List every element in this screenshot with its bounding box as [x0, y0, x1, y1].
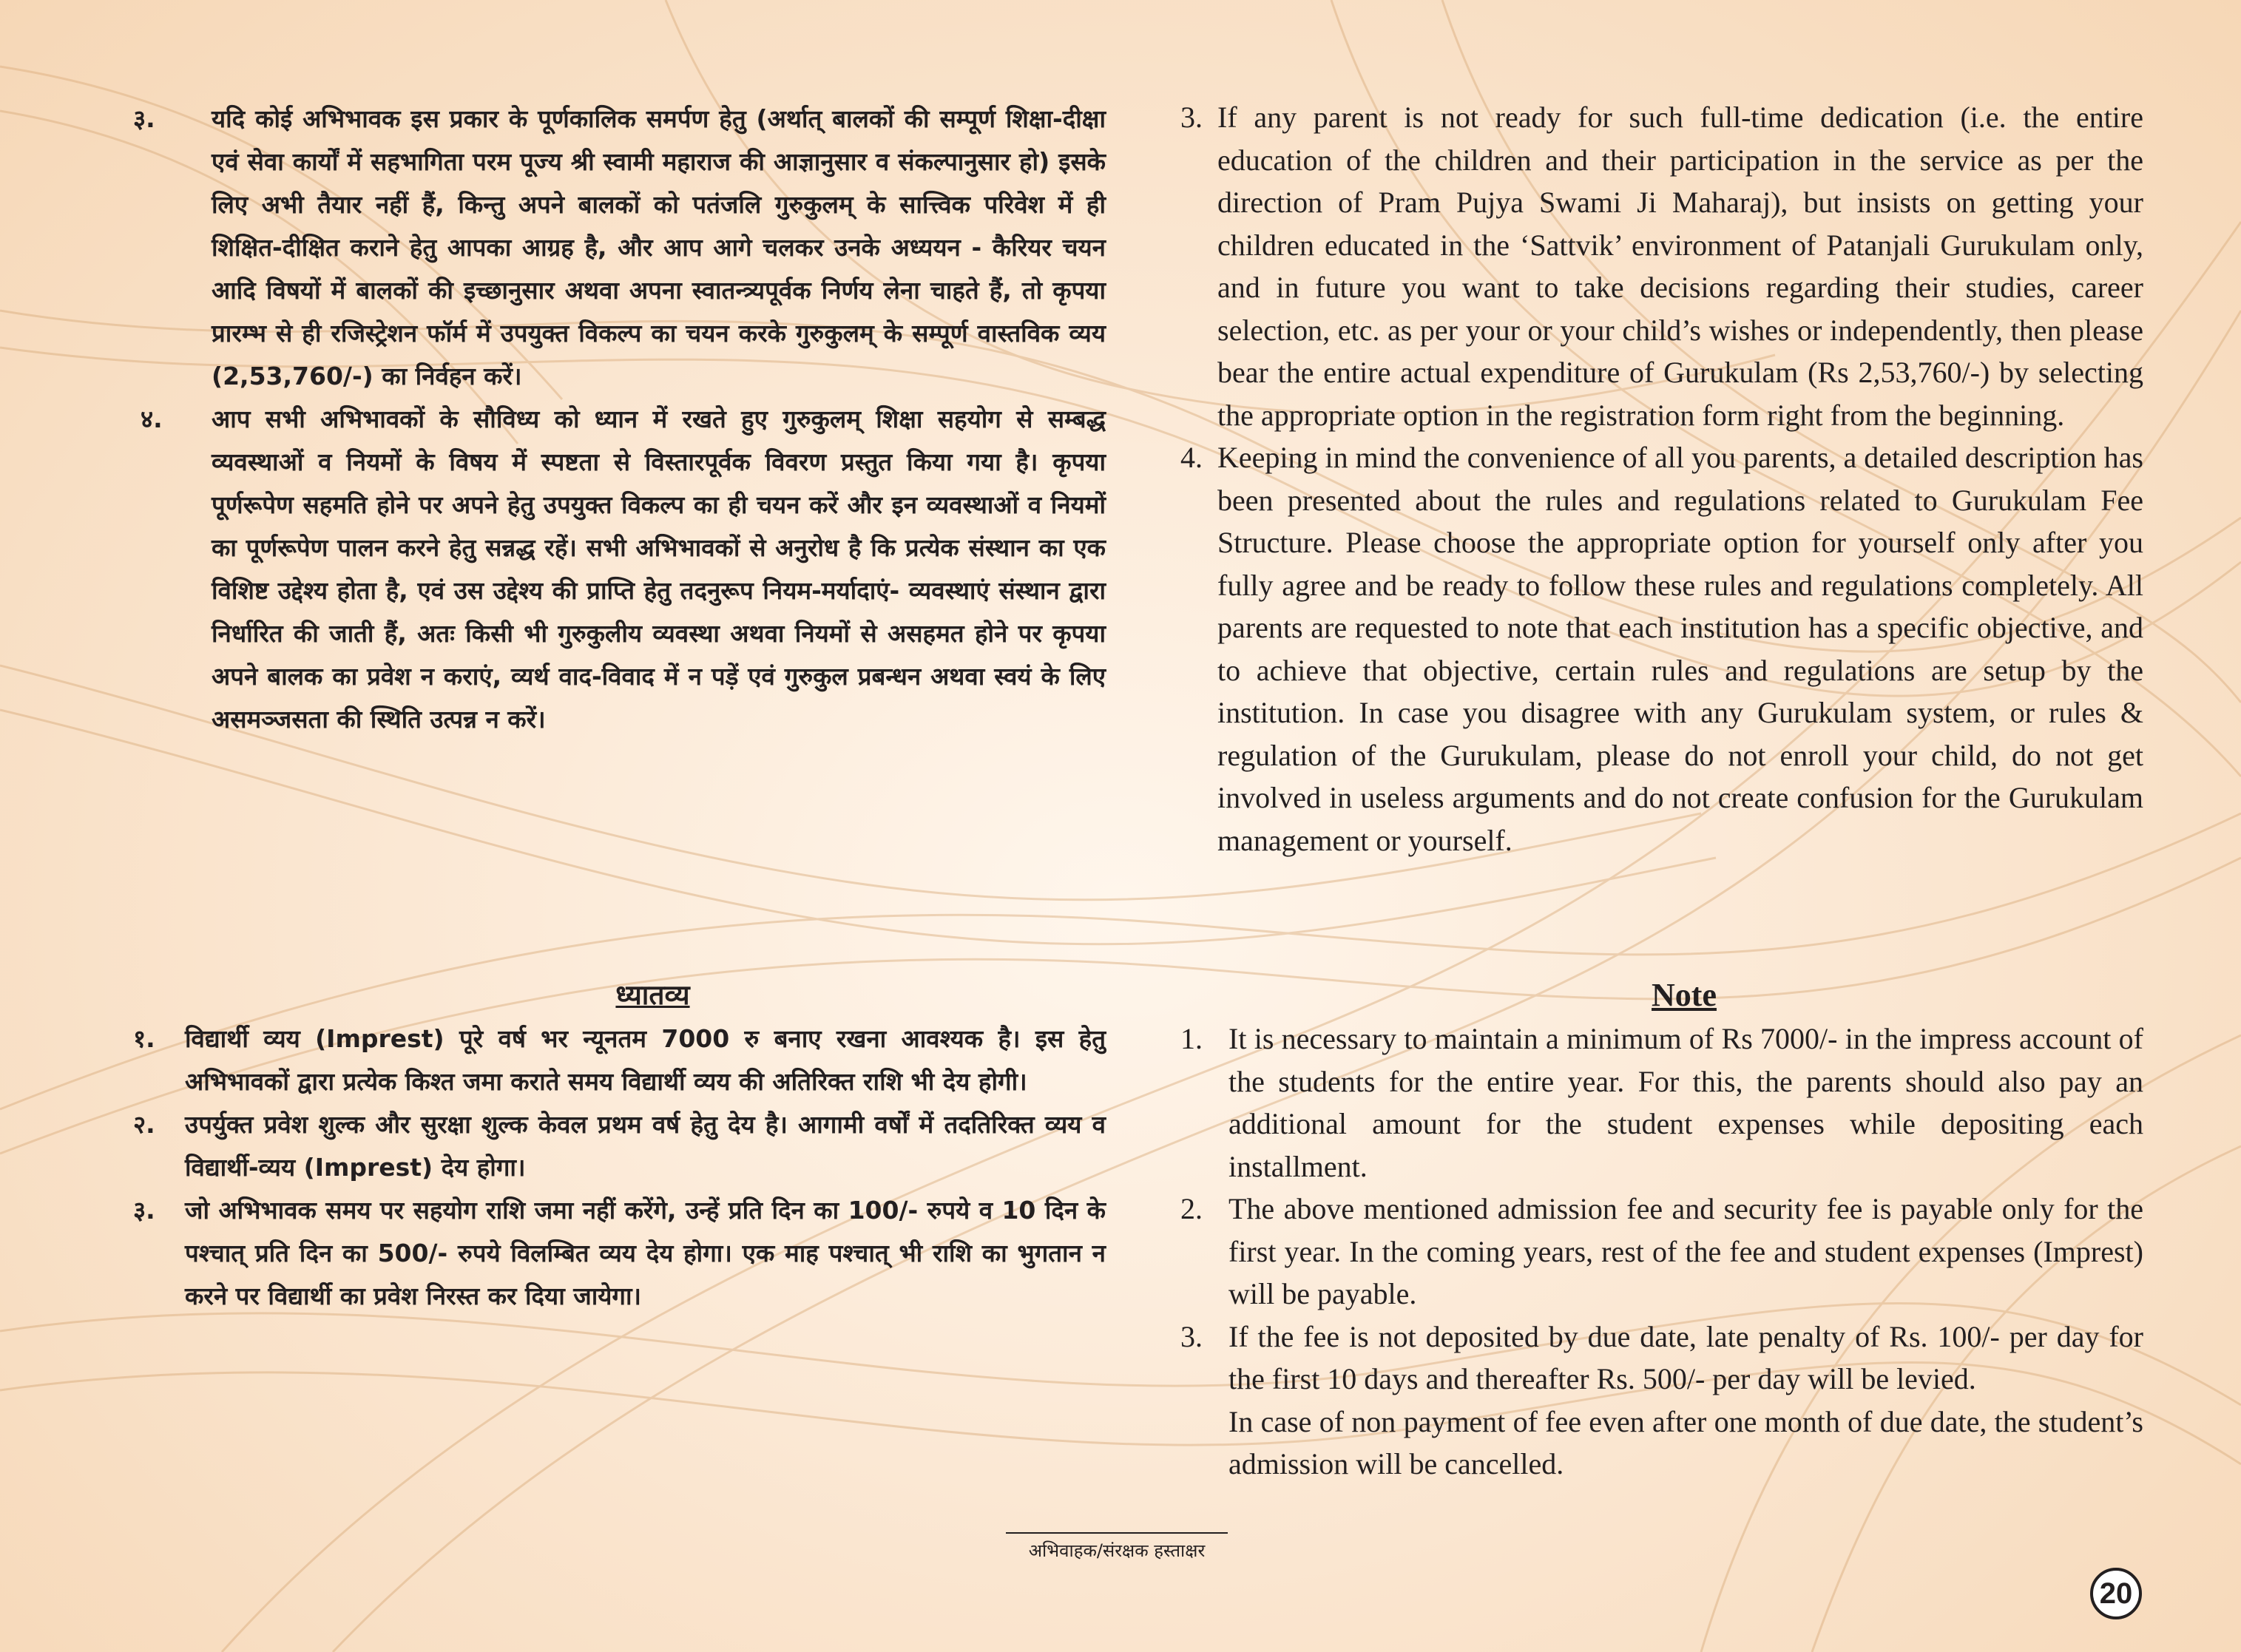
item-number: ४.: [141, 404, 163, 433]
list-item: [1180, 436, 2143, 861]
item-text: The above mentioned admission fee and security fee is payable only for the first year. In the coming years, rest of the fee and student expenses (Imprest) will be payable.: [1228, 1192, 2143, 1310]
list-item: [133, 1103, 1106, 1189]
list-item: [133, 1018, 1106, 1103]
item-text: विद्यार्थी व्यय (Imprest) पूरे वर्ष भर न्यूनतम 7000 रु बनाए रखना आवश्यक है। इस हेतु अभिभावकों द्वारा प्रत्येक किश्त जमा कराते समय विद्यार्थी व्यय की अतिरिक्त राशि भी देय होगी।: [185, 1024, 1106, 1096]
item-extra-text: In case of non payment of fee even after one month of due date, the student’s admission will be cancelled.: [1228, 1404, 2143, 1480]
item-text: It is necessary to maintain a minimum of Rs 7000/- in the impress account of the students for the entire year. For this, the parents should also pay an additional amount for the student expenses while depositing each installment.: [1228, 1022, 2143, 1183]
item-text: यदि कोई अभिभावक इस प्रकार के पूर्णकालिक समर्पण हेतु (अर्थात् बालकों की सम्पूर्ण शिक्षा-दीक्षा एवं सेवा कार्यों में सहभागिता परम पूज्य श्री स्वामी महाराज की आज्ञानुसार व संकल्पानुसार हो) इसके लिए अभी तैयार नहीं हैं, किन्तु अपने बालकों को पतंजलि गुरुकुलम् के सात्त्विक परिवेश में ही शिक्षित-दीक्षित कराने हेतु आपका आग्रह है, और आप आगे चलकर उनके अध्ययन - कैरियर चयन आदि विषयों में बालकों की इच्छानुसार अथवा अपना स्वातन्त्र्यपूर्वक निर्णय लेना चाहते हैं, तो कृपया प्रारम्भ से ही रजिस्ट्रेशन फॉर्म में उपयुक्त विकल्प का चयन करके गुरुकुलम् के सम्पूर्ण वास्तविक व्यय (2,53,760/-) का निर्वहन करें।: [212, 104, 1106, 390]
list-item: [133, 1189, 1106, 1318]
item-number: 3.: [1180, 101, 1203, 134]
note-list: [133, 1018, 1106, 1318]
list-item: [1180, 1316, 2143, 1486]
list-item: [1180, 1018, 2143, 1188]
list-item: [1180, 96, 2143, 436]
item-number: ३.: [133, 1196, 155, 1225]
item-number: 1.: [1180, 1022, 1203, 1055]
list-item: [133, 98, 1106, 398]
list-item: [1180, 1188, 2143, 1316]
list-item: [133, 398, 1106, 741]
item-text: Keeping in mind the convenience of all you parents, a detailed description has been presented about the rules and regulations related to Gurukulam Fee Structure. Please choose the appropriate option for yourself only after you fully agree and be ready to follow these rules and regulations completely. All parents are requested to note that each institution has a specific objective, and to achieve that objective, certain rules and regulations are setup by the institution. In case you disagree with any Gurukulam system, or rules & regulation of the Gurukulam, please do not enroll your child, do not get involved in useless arguments and do not create confusion for the Gurukulam management or yourself.: [1217, 441, 2143, 857]
note-heading: Note: [1652, 977, 1717, 1013]
item-number: २.: [133, 1110, 155, 1139]
item-text: आप सभी अभिभावकों के सौविध्य को ध्यान में रखते हुए गुरुकुलम् शिक्षा सहयोग से सम्बद्ध व्यवस्थाओं व नियमों के विषय में स्पष्टता से विस्तारपूर्वक विवरण प्रस्तुत किया गया है। कृपया पूर्णरूपेण सहमति होने पर अपने हेतु उपयुक्त विकल्प का ही चयन करें और इन व्यवस्थाओं व नियमों का पूर्णरूपेण पालन करने हेतु सन्नद्ध रहें। सभी अभिभावकों से अनुरोध है कि प्रत्येक संस्थान का एक विशिष्ट उद्देश्य होता है, एवं उस उद्देश्य की प्राप्ति हेतु तदनुरूप नियम-मर्यादाएं- व्यवस्थाएं संस्थान द्वारा निर्धारित की जाती हैं, अतः किसी भी गुरुकुलीय व्यवस्था अथवा नियमों से असहमत होने पर कृपया अपने बालक का प्रवेश न कराएं, व्यर्थ वाद-विवाद में न पड़ें एवं गुरुकुल प्रबन्धन अथवा स्वयं के लिए असमञ्जसता की स्थिति उत्पन्न न करें।: [212, 404, 1106, 734]
left-note-section: [133, 973, 1106, 1318]
note-heading: ध्यातव्य: [615, 979, 690, 1011]
item-text: उपर्युक्त प्रवेश शुल्क और सुरक्षा शुल्क केवल प्रथम वर्ष हेतु देय है। आगामी वर्षों में तदतिरिक्त व्यय व विद्यार्थी-व्यय (Imprest) देय होगा।: [185, 1110, 1106, 1182]
item-number: 3.: [1180, 1319, 1203, 1353]
signature-label: अभिवाहक/संरक्षक हस्ताक्षर: [1028, 1540, 1206, 1561]
right-top-column: [1180, 96, 2143, 861]
item-number: ३.: [133, 104, 155, 133]
signature-line: [1006, 1532, 1228, 1534]
note-list: [1180, 1018, 2143, 1486]
item-text: If any parent is not ready for such full-time dedication (i.e. the entire education of the children and their participation in the service as per the direction of Pram Pujya Swami Ji Maharaj), but insists on getting your children educated in the ‘Sattvik’ environment of Patanjali Gurukulam only, and in future you want to take decisions regarding their studies, career selection, etc. as per your or your child’s wishes or independently, then please bear the entire actual expenditure of Gurukulam (Rs 2,53,760/-) by selecting the appropriate option in the registration form right from the beginning.: [1217, 101, 2143, 432]
left-top-column: [133, 98, 1106, 741]
item-number: 4.: [1180, 441, 1203, 474]
item-text: If the fee is not deposited by due date, late penalty of Rs. 100/- per day for the first 10 days and thereafter Rs. 500/- per day will be levied.: [1228, 1319, 2143, 1395]
right-note-section: [1180, 973, 2143, 1486]
page-number: 20: [2090, 1568, 2142, 1619]
item-number: १.: [133, 1024, 155, 1053]
item-number: 2.: [1180, 1192, 1203, 1225]
item-text: जो अभिभावक समय पर सहयोग राशि जमा नहीं करेंगे, उन्हें प्रति दिन का 100/- रुपये व 10 दिन के पश्चात् प्रति दिन का 500/- रुपये विलम्बित व्यय देय होगा। एक माह पश्चात् भी राशि का भुगतान न करने पर विद्यार्थी का प्रवेश निरस्त कर दिया जायेगा।: [185, 1196, 1106, 1310]
